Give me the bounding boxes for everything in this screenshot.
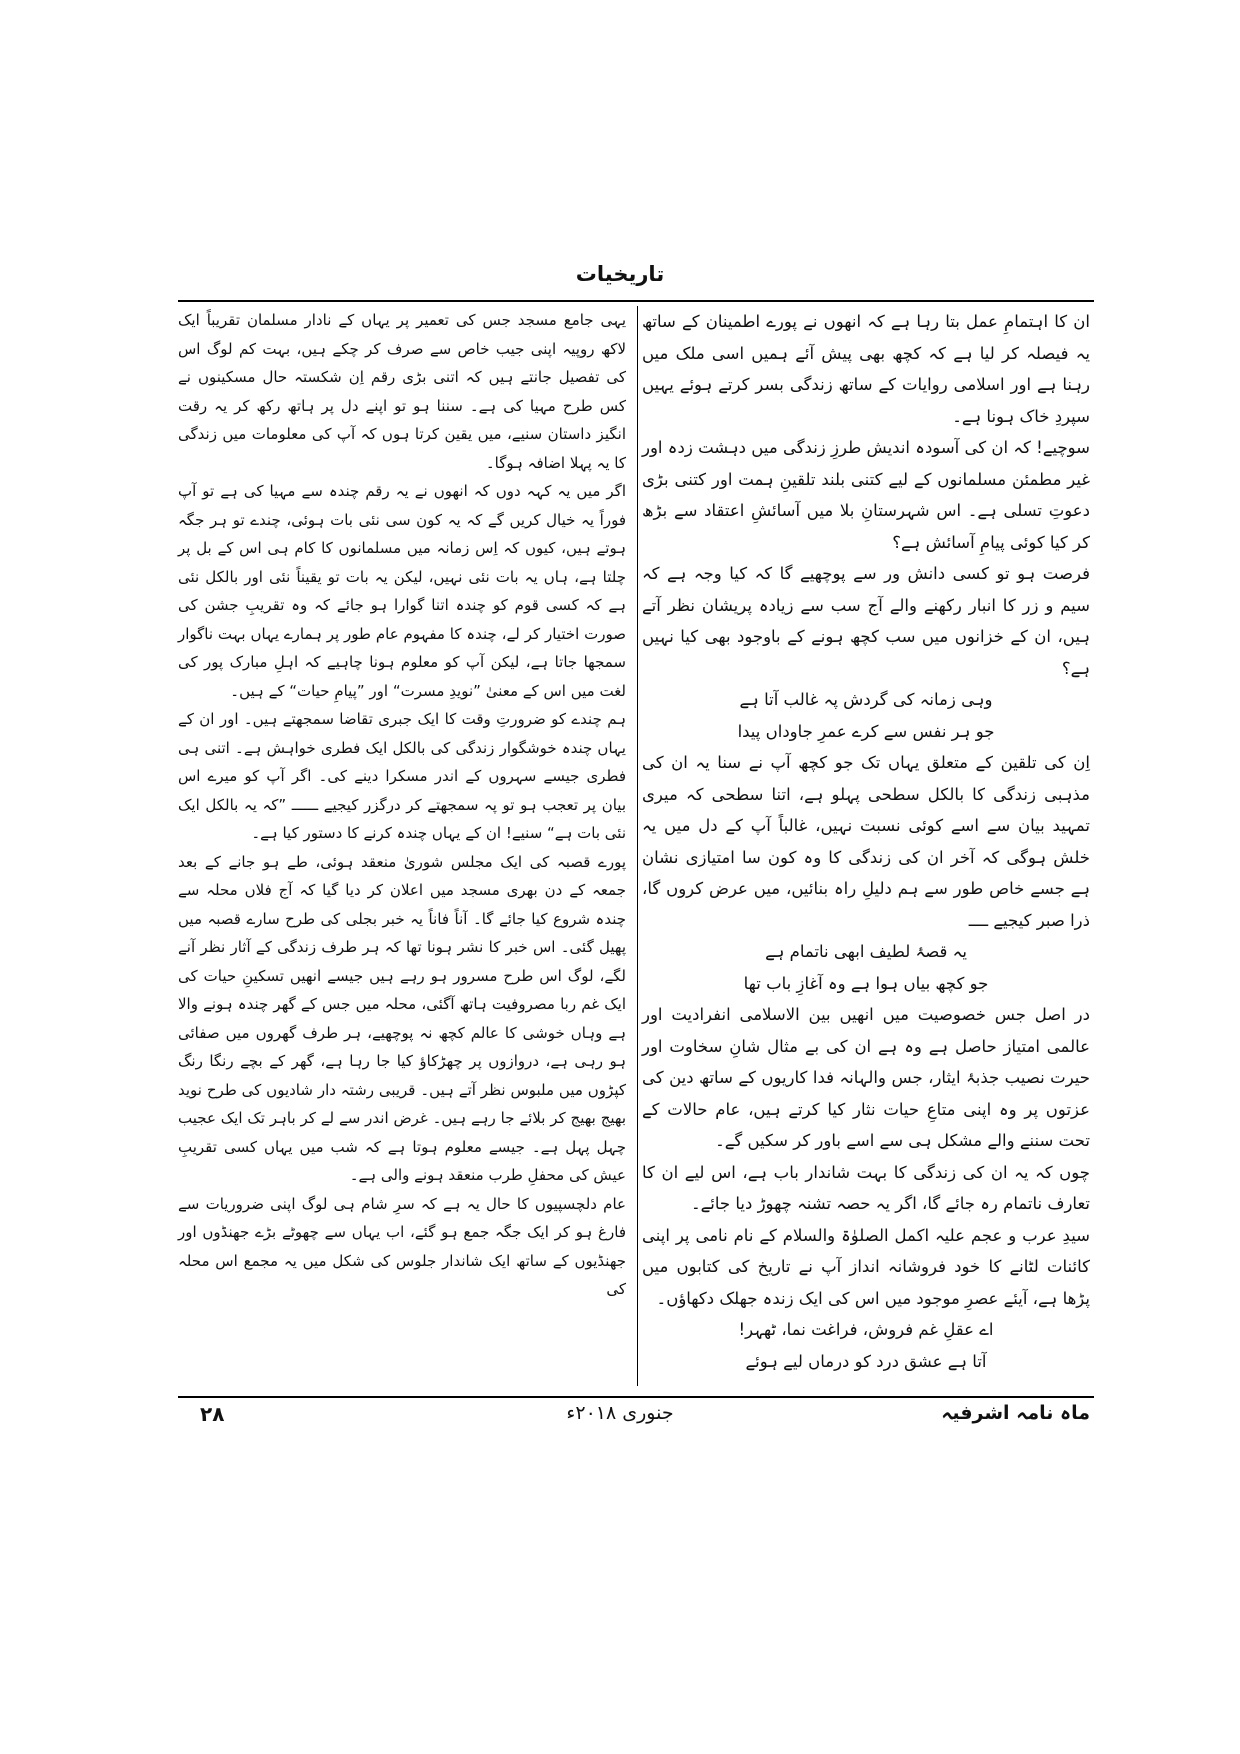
paragraph: یہی جامع مسجد جس کی تعمیر پر یہاں کے نادار مسلمان تقریباً ایک لاکھ روپیہ اپنی جیب خاص سے صرف کر چکے ہیں، بہت کم لوگ اس کی تفصیل جانتے ہیں کہ اتنی بڑی رقم اِن شکستہ حال مسکینوں نے کس طرح مہیا کی ہے۔ سننا ہو تو اپنے دل پر ہاتھ رکھ کر یہ رقت انگیز داستان سنیے، میں یقین کرتا ہوں کہ آپ کی معلومات میں زندگی کا یہ پہلا اضافہ ہوگا۔ bbox=[178, 311, 626, 472]
verse-line: اے عقلِ غم فروش، فراغت نما، ٹھہر! bbox=[738, 1320, 994, 1339]
verse-line: جو ہر نفس سے کرے عمرِ جاوداں پیدا bbox=[737, 721, 995, 741]
column-divider bbox=[637, 306, 638, 1386]
page-number: ۲۸ bbox=[200, 1402, 225, 1426]
right-column bbox=[642, 306, 1090, 1386]
paragraph: ان کا اہتمامِ عمل بتا رہا ہے کہ انھوں نے پورے اطمینان کے ساتھ یہ فیصلہ کر لیا ہے کہ کچھ بھی پیش آئے ہمیں اسی ملک میں رہنا ہے اور اسلامی روایات کے ساتھ زندگی بسر کرتے ہوئے یہیں سپردِ خاک ہونا ہے۔ bbox=[642, 312, 1090, 426]
paragraph: فرصت ہو تو کسی دانش ور سے پوچھیے گا کہ کیا وجہ ہے کہ سیم و زر کا انبار رکھنے والے آج سب سے زیادہ پریشان نظر آتے ہیں، ان کے خزانوں میں سب کچھ ہونے کے باوجود بھی کیا نہیں ہے؟ bbox=[642, 564, 1090, 678]
verse-line: آتا ہے عشق درد کو درماں لیے ہوئے bbox=[745, 1351, 987, 1371]
verse-line: وہی زمانہ کی گردش پہ غالب آتا ہے bbox=[739, 690, 993, 709]
verse-line: جو کچھ بیاں ہوا ہے وہ آغازِ باب تھا bbox=[743, 973, 989, 993]
paragraph: پورے قصبہ کی ایک مجلس شوریٰ منعقد ہوئی، طے ہو جانے کے بعد جمعہ کے دن بھری مسجد میں اعلان کر دیا گیا کہ آج فلاں محلہ سے چندہ شروع کیا جائے گا۔ آناً فاناً یہ خبر بجلی کی طرح سارے قصبہ میں پھیل گئی۔ اس خبر کا نشر ہونا تھا کہ ہر طرف زندگی کے آثار نظر آنے لگے، لوگ اس طرح مسرور ہو رہے ہیں جیسے انھیں تسکینِ حیات کی ایک غم ربا مصروفیت ہاتھ آگئی، محلہ میں جس کے گھر چندہ ہونے والا ہے وہاں خوشی کا عالم کچھ نہ پوچھیے، ہر طرف گھروں میں صفائی ہو رہی ہے، دروازوں پر چھڑکاؤ کیا جا رہا ہے، گھر کے بچے رنگا رنگ کپڑوں میں ملبوس نظر آتے ہیں۔ قریبی رشتہ دار شادیوں کی طرح نوید بھیج بھیج کر بلائے جا رہے ہیں۔ غرض اندر سے لے کر باہر تک ایک عجیب چہل پہل ہے۔ جیسے معلوم ہوتا ہے کہ شب میں یہاں کسی تقریبِ عیش کی محفلِ طرب منعقد ہونے والی ہے۔ bbox=[178, 852, 626, 1184]
paragraph: در اصل جس خصوصیت میں انھیں بین الاسلامی انفرادیت اور عالمی امتیاز حاصل ہے وہ ہے ان کی بے مثال شانِ سخاوت اور حیرت نصیب جذبۂ ایثار، جس والہانہ فدا کاریوں کے ساتھ دین کی عزتوں پر وہ اپنی متاعِ حیات نثار کیا کرتے ہیں، عام حالات کے تحت سننے والے مشکل ہی سے اسے باور کر سکیں گے۔ bbox=[642, 1005, 1090, 1150]
page-section-title: تاریخیات bbox=[575, 262, 665, 286]
left-column bbox=[178, 306, 626, 1386]
paragraph: سیدِ عرب و عجم علیہ اکمل الصلوٰۃ والسلام کے نام نامی پر اپنی کائنات لٹانے کا خود فروشانہ انداز آپ نے تاریخ کی کتابوں میں پڑھا ہے، آیئے عصرِ موجود میں اس کی ایک زندہ جھلک دکھاؤں۔ bbox=[642, 1225, 1090, 1308]
paragraph: عام دلچسپیوں کا حال یہ ہے کہ سرِ شام ہی لوگ اپنی ضروریات سے فارغ ہو کر ایک جگہ جمع ہو گئے، اب یہاں سے چھوٹے بڑے جھنڈوں اور جھنڈیوں کے ساتھ ایک شاندار جلوس کی شکل میں یہ مجمع اس محلہ کی bbox=[178, 1194, 626, 1298]
magazine-name: ماہ نامہ اشرفیہ bbox=[941, 1402, 1090, 1424]
header-rule bbox=[178, 300, 1094, 302]
paragraph: چوں کہ یہ ان کی زندگی کا بہت شاندار باب ہے، اس لیے ان کا تعارف ناتمام رہ جائے گا، اگر یہ حصہ تشنہ چھوڑ دیا جائے۔ bbox=[642, 1162, 1090, 1213]
paragraph: سوچیے! کہ ان کی آسودہ اندیش طرزِ زندگی میں دہشت زدہ اور غیر مطمئن مسلمانوں کے لیے کتنی بلند تلقینِ ہمت اور کتنی بڑی دعوتِ تسلی ہے۔ اس شہرستانِ بلا میں آسائشِ اعتقاد سے بڑھ کر کیا کوئی پیامِ آسائش ہے؟ bbox=[642, 438, 1090, 552]
paragraph: اِن کی تلقین کے متعلق یہاں تک جو کچھ آپ نے سنا یہ ان کی مذہبی زندگی کا بالکل سطحی پہلو ہے، اتنا سطحی کہ میری تمہید بیان سے اسے کوئی نسبت نہیں، غالباً آپ کے دل میں یہ خلش ہوگی کہ آخر ان کی زندگی کا وہ کون سا امتیازی نشان ہے جسے خاص طور سے ہم دلیلِ راہ بنائیں، میں عرض کروں گا، ذرا صبر کیجیے ــــ bbox=[642, 753, 1090, 930]
footer-rule bbox=[178, 1396, 1094, 1398]
paragraph: ہم چندے کو ضرورتِ وقت کا ایک جبری تقاضا سمجھتے ہیں۔ اور ان کے یہاں چندہ خوشگوار زندگی کی بالکل ایک فطری خواہش ہے۔ اتنی ہی فطری جیسے سہروں کے اندر مسکرا دینے کی۔ اگر آپ کو میرے اس بیان پر تعجب ہو تو پہ سمجھتے کر درگزر کیجیے ــــــ ”کہ یہ بالکل ایک نئی بات ہے“ سنیے! ان کے یہاں چندہ کرنے کا دستور کیا ہے۔ bbox=[178, 710, 626, 842]
verse-line: یہ قصۂ لطیف ابھی ناتمام ہے bbox=[765, 942, 967, 961]
paragraph: اگر میں یہ کہہ دوں کہ انھوں نے یہ رقم چندہ سے مہیا کی ہے تو آپ فوراً یہ خیال کریں گے کہ یہ کون سی نئی بات ہوئی، چندے تو ہر جگہ ہوتے ہیں، کیوں کہ اِس زمانہ میں مسلمانوں کا کام ہی اس کے بل پر چلتا ہے، ہاں یہ بات نئی نہیں، لیکن یہ بات تو یقیناً نئی اور بالکل نئی ہے کہ کسی قوم کو چندہ اتنا گوارا ہو جائے کہ وہ تقریبِ جشن کی صورت اختیار کر لے، چندہ کا مفہوم عام طور پر ہمارے یہاں بہت ناگوار سمجھا جاتا ہے، لیکن آپ کو معلوم ہونا چاہیے کہ اہلِ مبارک پور کی لغت میں اس کے معنیٰ ”نویدِ مسرت“ اور ”پیامِ حیات“ کے ہیں۔ bbox=[178, 482, 626, 700]
issue-date: جنوری ۲۰۱۸ء bbox=[566, 1402, 674, 1424]
